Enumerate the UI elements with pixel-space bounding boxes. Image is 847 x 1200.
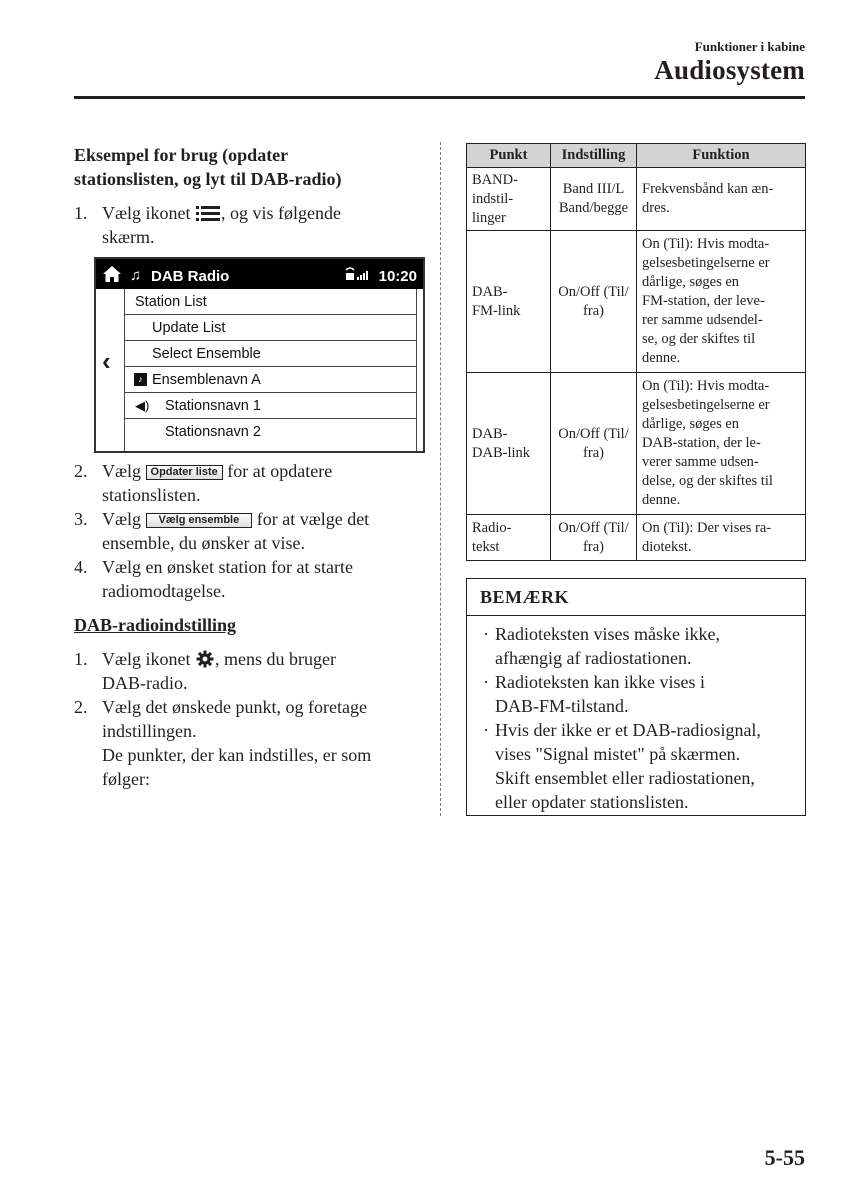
cell-line: BAND- [472,171,518,188]
cell-line: denne. [642,350,681,366]
menu-item-station[interactable] [125,419,416,445]
table-cell [637,231,806,373]
page-number: 5-55 [764,1145,805,1170]
dab-radio-screen [94,257,425,453]
table-cell [637,515,806,561]
cell-line: Band III/L [562,181,625,197]
ensemble-icon: ♪ [134,373,147,386]
table-cell [467,373,551,515]
note-item [483,670,795,718]
screen-body [96,289,423,451]
column-header: Punkt [467,144,551,168]
step-line: radiomodtagelse. [102,581,226,601]
cell-line: On (Til): Hvis modta- [642,236,770,252]
table-cell [551,373,637,515]
column-divider [440,142,441,816]
step-text: for at vælge det [256,509,370,529]
left-column [74,143,429,791]
step-line [102,507,429,531]
note-box [466,578,806,816]
cell-line: fra) [583,444,604,461]
menu-item-select-ensemble[interactable]: Select Ensemble [125,341,416,367]
page-title: Audiosystem [654,55,805,85]
step-item [74,695,429,791]
menu-item-ensemble[interactable] [125,367,416,393]
cell-line: On (Til): Hvis modta- [642,378,770,394]
home-icon [102,265,122,283]
step-line [102,459,429,483]
list-icon [196,205,220,222]
table-header-row [467,144,806,168]
step-text: Vælg [102,461,142,481]
table-cell [467,515,551,561]
update-list-button-illustration: Opdater liste [146,465,223,480]
step-number: 3. [74,509,88,529]
bullet: · [483,720,489,740]
note-item [483,622,795,670]
bullet: · [483,672,489,692]
step-text: Vælg ikonet [102,203,191,223]
cell-line: gelsesbetingelserne er [642,397,770,413]
note-title: BEMÆRK [467,579,805,616]
step-line [102,201,429,225]
menu-item-station-list[interactable]: Station List [125,289,416,315]
cell-line: gelsesbetingelserne er [642,255,770,271]
cell-line: Radio- [472,519,512,536]
note-line: Skift ensemblet eller radiostationen, [495,768,755,788]
table-row [467,168,806,231]
step-line: Vælg det ønskede punkt, og foretage [102,697,367,717]
step-text: Vælg ikonet [102,649,191,669]
table-cell [551,231,637,373]
screen-time: 10:20 [378,268,417,285]
chevron-left-icon: ‹ [102,346,111,376]
cell-line: tekst [472,538,500,555]
header-rule [74,96,805,99]
cell-line: diotekst. [642,538,692,555]
table-row [467,515,806,561]
cell-line: DAB-link [472,444,530,461]
step-number: 1. [74,203,88,223]
column-header: Funktion [637,144,806,168]
cell-line: On/Off (Til/ [558,519,629,536]
table-cell [467,168,551,231]
table-row [467,231,806,373]
section-title-line: stationslisten, og lyt til DAB-radio) [74,169,342,189]
step-line: ensemble, du ønsker at vise. [102,533,305,553]
step-line: De punkter, der kan indstilles, er som [102,745,372,765]
step-number: 2. [74,461,88,481]
step-text: for at opdatere [227,461,333,481]
cell-line: verer samme udsen- [642,454,759,470]
step-line: DAB-radio. [102,673,188,693]
cell-line: delse, og der skiftes til [642,473,773,489]
step-number: 4. [74,557,88,577]
section-title-line: Eksempel for brug (opdater [74,145,289,165]
signal-icon [344,265,370,281]
note-line: Radioteksten vises måske ikke, [495,624,720,644]
cell-line: fra) [583,302,604,319]
step-text: , mens du bruger [215,649,336,669]
speaker-icon: ◀) [135,398,150,413]
note-line: DAB-FM-tilstand. [495,696,629,716]
step-line: indstillingen. [102,721,197,741]
cell-line: DAB- [472,283,508,300]
table-cell [467,231,551,373]
step-item [74,201,429,249]
cell-line: DAB- [472,425,508,442]
cell-line: On/Off (Til/ [558,425,629,442]
cell-line: dårlige, søges en [642,416,740,432]
table-row [467,373,806,515]
station-menu-list [124,289,417,451]
station-label: Stationsnavn 1 [165,398,261,414]
note-list [467,616,805,814]
note-line: afhængig af radiostationen. [495,648,692,668]
step-text: , og vis følgende [221,203,341,223]
station-label: Stationsnavn 2 [165,424,261,440]
cell-line: linger [472,209,506,226]
music-note-icon: ♫ [130,267,142,284]
bullet: · [483,624,489,644]
step-text: Vælg [102,509,142,529]
step-number: 1. [74,649,88,669]
cell-line: fra) [583,538,604,555]
cell-line: FM-station, der leve- [642,293,765,309]
cell-line: dårlige, søges en [642,274,740,290]
screen-top-bar [96,259,423,289]
chapter-label: Funktioner i kabine [694,39,805,54]
step-line [102,647,429,671]
section-title-example [74,143,429,191]
menu-item-station[interactable] [125,393,416,419]
gear-icon [196,650,214,668]
cell-line: rer samme udsendel- [642,312,763,328]
screen-title: DAB Radio [151,268,230,285]
cell-line: DAB-station, der le- [642,435,761,451]
settings-table [466,143,806,561]
cell-line: On/Off (Til/ [558,283,629,300]
table-cell [551,515,637,561]
step-item [74,507,429,555]
step-item [74,459,429,507]
step-item [74,647,429,695]
step-line: skærm. [102,227,155,247]
note-line: Radioteksten kan ikke vises i [495,672,705,692]
table-cell [637,373,806,515]
column-header: Indstilling [551,144,637,168]
step-number: 2. [74,697,88,717]
cell-line: On (Til): Der vises ra- [642,519,772,536]
cell-line: dres. [642,200,670,216]
cell-line: Frekvensbånd kan æn- [642,181,774,197]
cell-line: denne. [642,492,681,508]
cell-line: indstil- [472,190,514,207]
step-line: følger: [102,769,150,789]
note-line: eller opdater stationslisten. [495,792,689,812]
cell-line: FM-link [472,302,521,319]
menu-item-update-list[interactable]: Update List [125,315,416,341]
cell-line: se, og der skiftes til [642,331,756,347]
table-cell [637,168,806,231]
step-line: stationslisten. [102,485,201,505]
cell-line: Band/begge [558,200,629,216]
step-line: Vælg en ønsket station for at starte [102,557,353,577]
ensemble-label: Ensemblenavn A [152,372,261,388]
note-line: Hvis der ikke er et DAB-radiosignal, [495,720,761,740]
step-item [74,555,429,603]
back-button[interactable] [96,289,124,451]
select-ensemble-button-illustration: Vælg ensemble [146,513,253,528]
note-item [483,718,795,814]
note-line: vises "Signal mistet" på skærmen. [495,744,741,764]
section-title-dab-settings: DAB-radioindstilling [74,615,237,635]
table-cell [551,168,637,231]
